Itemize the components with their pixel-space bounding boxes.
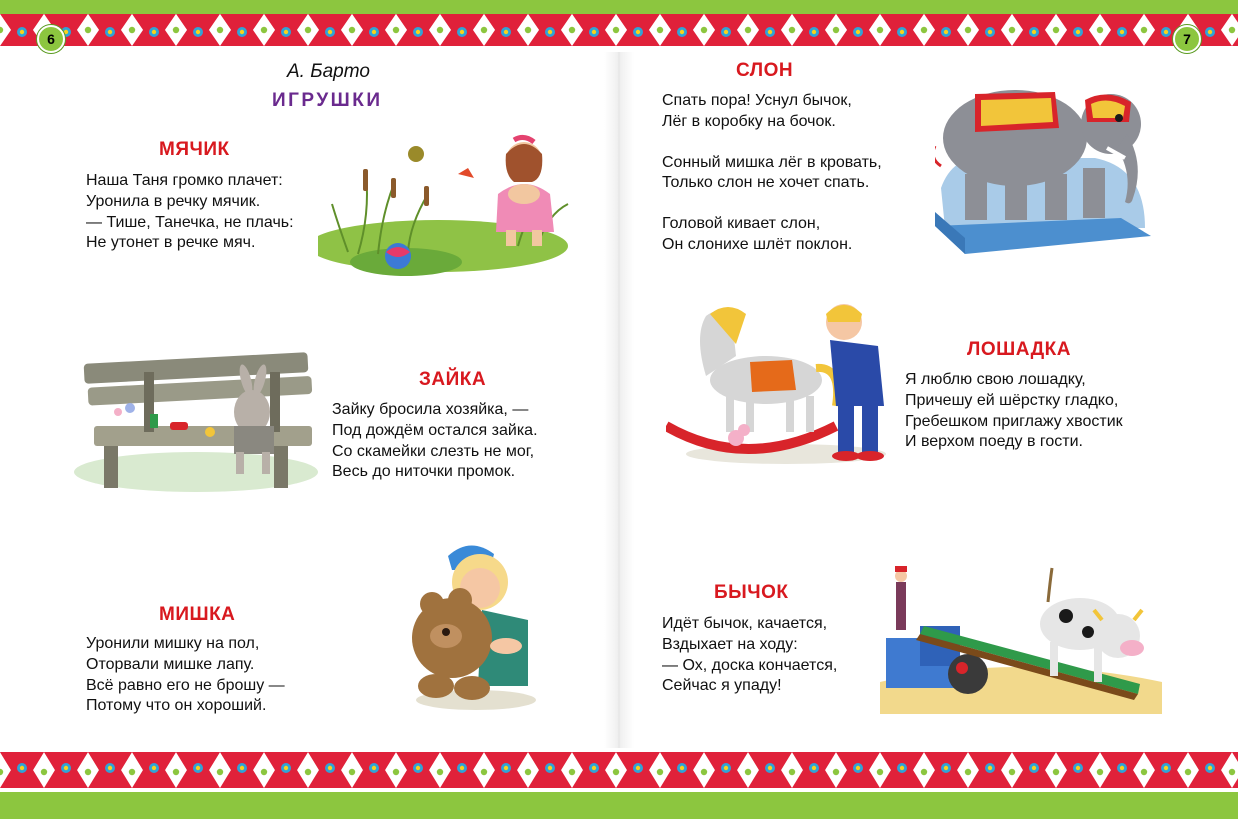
rocking-horse-boy-illustration	[666, 296, 892, 466]
poem-title-zaika: ЗАЙКА	[419, 369, 487, 390]
poem-line: Вздыхает на ходу:	[662, 635, 798, 653]
book-gutter	[604, 50, 634, 750]
girl-hugging-bear-illustration	[410, 536, 544, 712]
poem-line: — Ох, доска кончается,	[662, 656, 838, 674]
girl-crying-illustration	[318, 134, 580, 282]
poem-line: Весь до ниточки промок.	[332, 463, 516, 481]
poem-line: Наша Таня громко плачет:	[86, 172, 283, 189]
poem-line: Только слон не хочет спать.	[662, 174, 870, 192]
poem-title-myachik: МЯЧИК	[159, 139, 230, 160]
poem-loshadka	[905, 370, 1123, 453]
poem-mishka	[86, 634, 285, 717]
book-title: ИГРУШКИ	[272, 90, 383, 111]
poem-line: Сейчас я упаду!	[662, 677, 782, 695]
poem-bychok	[662, 614, 837, 697]
poem-title-loshadka: ЛОШАДКА	[967, 339, 1071, 360]
bunny-on-bench-illustration	[74, 352, 318, 498]
poem-line: Оторвали мишке лапу.	[86, 655, 255, 673]
toy-bull-on-plank-illustration	[880, 562, 1162, 714]
poem-line: — Тише, Танечка, не плачь:	[86, 213, 294, 231]
toy-elephant-illustration	[935, 78, 1151, 256]
poem-line: Под дождём остался зайка.	[332, 421, 538, 439]
top-ornament-border	[0, 0, 1238, 52]
author-name: А. Барто	[287, 61, 370, 82]
poem-title-bychok: БЫЧОК	[714, 582, 789, 603]
poem-line: Сонный мишка лёг в кровать,	[662, 153, 882, 171]
poem-line: Причешу ей шёрстку гладко,	[905, 391, 1119, 409]
poem-title-mishka: МИШКА	[159, 604, 236, 625]
poem-line: Лёг в коробку на бочок.	[662, 112, 836, 130]
poem-line: Я люблю свою лошадку,	[905, 371, 1086, 388]
poem-line: Потому что он хороший.	[86, 697, 267, 715]
poem-line: Со скамейки слезть не мог,	[332, 442, 535, 460]
page-number-right: 7	[1173, 25, 1201, 53]
poem-line: Идёт бычок, качается,	[662, 615, 828, 632]
poem-line: И верхом поеду в гости.	[905, 433, 1083, 451]
poem-line: Головой кивает слон,	[662, 215, 821, 233]
poem-myachik	[86, 171, 294, 254]
page-number-left: 6	[37, 25, 65, 53]
poem-line: Он слонихе шлёт поклон.	[662, 235, 853, 253]
poem-line: Гребешком приглажу хвостик	[905, 412, 1123, 430]
poem-line: Не утонет в речке мяч.	[86, 234, 256, 252]
poem-line: Зайку бросила хозяйка, —	[332, 401, 529, 418]
poem-zaika	[332, 400, 538, 483]
poem-line: Уронили мишку на пол,	[86, 635, 260, 652]
poem-title-slon: СЛОН	[736, 60, 794, 81]
bottom-ornament-border	[0, 748, 1238, 819]
poem-line: Уронила в речку мячик.	[86, 192, 261, 210]
poem-slon	[662, 91, 882, 256]
poem-line: Спать пора! Уснул бычок,	[662, 92, 852, 109]
poem-line: Всё равно его не брошу —	[86, 676, 285, 694]
